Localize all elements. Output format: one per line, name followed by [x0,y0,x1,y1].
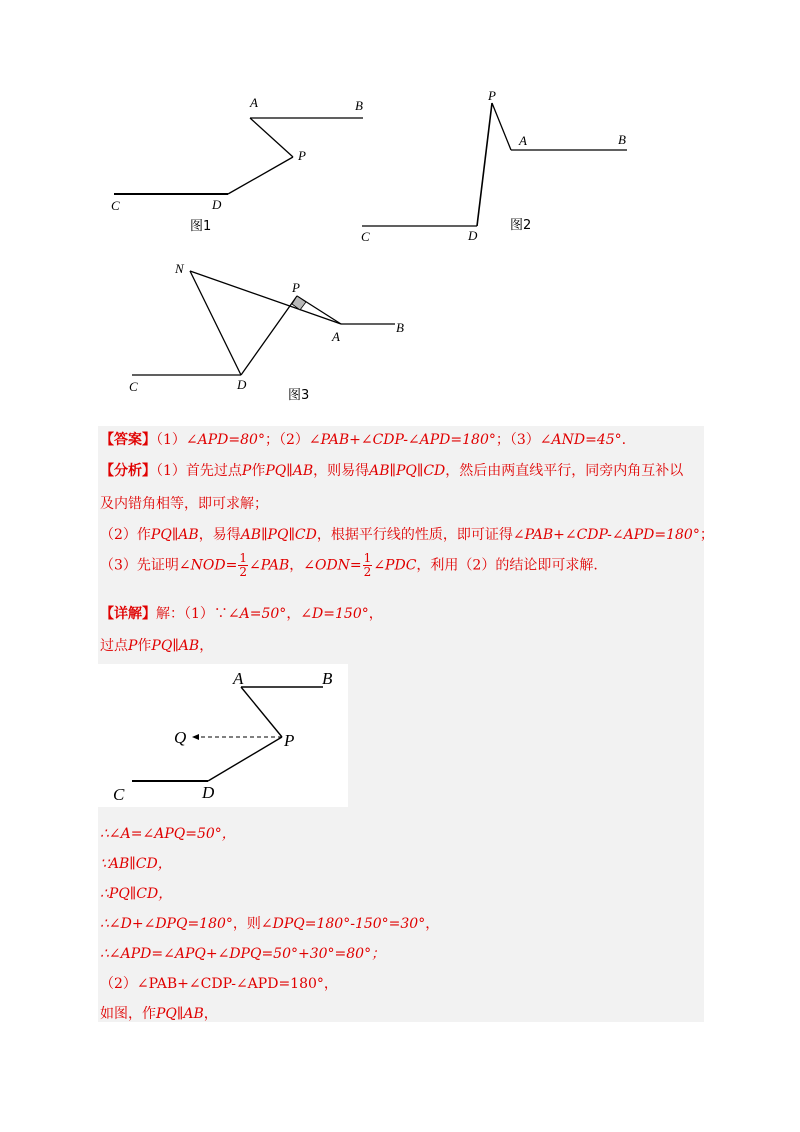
detail-text: 过点 [100,638,128,654]
fig2-label-D: D [468,228,478,243]
fig1-segment-AP [250,118,293,157]
detail-step-3: ∴PQ∥CD， [100,886,173,902]
analysis-math: AB∥PQ∥CD [369,463,446,479]
figure-3 [120,258,420,408]
analysis-math: ∠ODN= [303,557,362,574]
analysis-text: 及内错角相等，即可求解； [100,496,268,512]
inset-label-C: C [113,785,125,804]
fig2-caption: 图2 [510,218,532,233]
detail-math: ∠DPQ=180°-150°=30° [260,916,426,932]
inset-segment-PD [208,737,282,781]
inset-segment-AP [241,687,282,737]
analysis-text: ； [699,527,714,543]
detail-text: ， [286,606,301,622]
detail-math: ∠D=150° [300,606,369,622]
inset-label-P: P [284,731,295,750]
analysis-tag: 【分析】 [100,463,156,479]
fig2-label-A: A [519,133,527,148]
analysis-text: （1）首先过点 [156,463,242,479]
analysis-text: （2）作 [100,527,151,543]
detail-text: ，则 [232,916,261,932]
analysis-text: ，则易得 [313,463,370,479]
fig1-caption: 图1 [190,219,212,234]
analysis-math: P [241,463,252,479]
fig2-label-P: P [488,88,496,103]
fig1-label-P: P [298,148,306,163]
analysis-text: ，然后由两直线平行，同旁内角互补以 [445,463,684,479]
fig1-label-B: B [355,98,363,113]
fraction-numerator: 1 [239,551,247,565]
inset-label-A: A [233,669,244,688]
analysis-math: PQ∥AB [265,463,314,479]
figure-2 [355,85,645,250]
analysis-line-4 [100,552,598,579]
fig3-caption: 图3 [288,388,310,403]
fig3-label-D: D [237,377,247,392]
analysis-line-2 [100,493,268,513]
fig3-label-P: P [292,280,300,295]
answer-tag: 【答案】 [100,432,156,448]
answer-part3-prefix: ；（3） [495,432,540,448]
analysis-math: ∠PDC [373,557,417,574]
figure-1 [100,90,380,240]
detail-step-5: ∴∠APD=∠APQ+∠DPQ=50°+30°=80°； [100,946,386,962]
fig2-segment-PA [492,103,511,150]
fig1-label-A: A [250,95,258,110]
detail-text: 如图，作 [100,1006,156,1022]
analysis-text: ， [289,557,304,574]
fraction-half [363,552,373,579]
analysis-text: （3）先证明 [100,557,179,574]
fig1-segment-PD [228,157,293,194]
detail-text: ， [199,638,214,654]
detail-text: ， [203,1006,218,1022]
detail-math: PQ∥AB [151,638,200,654]
detail-line-2 [100,635,213,655]
fig3-label-N: N [175,261,184,276]
fig3-label-C: C [129,379,138,394]
answer-part1-prefix: （1） [156,432,186,448]
answer-part2-prefix: ；（2） [264,432,309,448]
detail-last-line [100,1003,218,1023]
detail-math: P [128,638,138,654]
fraction-numerator: 1 [363,551,372,565]
fig1-label-D: D [212,197,222,212]
fig3-label-A: A [332,329,340,344]
inset-label-D: D [202,783,215,802]
fig2-label-C: C [361,229,370,244]
detail-math: ∴∠D+∠DPQ=180° [100,916,233,932]
detail-math: ∠A=50° [227,606,287,622]
analysis-math: ∠PAB [248,557,290,574]
analysis-line-1 [100,460,683,480]
detail-math: PQ∥AB [156,1006,204,1022]
fraction-half [238,552,248,579]
fig2-segment-PD [477,103,492,226]
answer-part3-value: ∠AND=45° [539,432,622,448]
analysis-line-3 [100,524,714,544]
detail-step-2: ∵AB∥CD， [100,856,172,872]
solution-diagram [98,664,348,807]
detail-step-4 [100,913,439,933]
analysis-math: PQ∥AB [150,527,199,543]
detail-text: 解：（1）∵ [156,606,228,622]
analysis-math: ∠PAB+∠CDP-∠APD=180° [512,527,700,543]
answer-part2-value: ∠PAB+∠CDP-∠APD=180° [308,432,496,448]
detail-step-1: ∴∠A=∠APQ=50°， [100,826,236,842]
answer-end: . [621,432,627,448]
detail-text: ， [425,916,440,932]
analysis-text: ，利用（2）的结论即可求解. [416,557,598,574]
inset-label-Q: Q [174,728,187,747]
inset-arrowhead-Q [192,734,199,740]
inset-label-B: B [322,669,333,688]
analysis-math: AB∥PQ∥CD [240,527,317,543]
analysis-text: ，易得 [198,527,241,543]
analysis-text: ，根据平行线的性质，即可证得 [316,527,513,543]
detail-tag: 【详解】 [100,606,156,622]
fig1-label-C: C [111,198,120,213]
fig2-label-B: B [618,132,626,147]
analysis-math: ∠NOD= [178,557,238,574]
answer-line [100,429,626,449]
fig3-label-B: B [396,320,404,335]
detail-part-2: （2）∠PAB+∠CDP-∠APD=180°， [100,976,338,992]
detail-text: ， [368,606,383,622]
analysis-text: 作 [251,463,266,479]
answer-part1-value: ∠APD=80° [185,432,265,448]
detail-line-1 [100,603,383,623]
fraction-denominator: 2 [239,565,247,579]
fig3-segment-DP [241,296,297,375]
fraction-denominator: 2 [363,565,372,579]
detail-text: 作 [137,638,152,654]
